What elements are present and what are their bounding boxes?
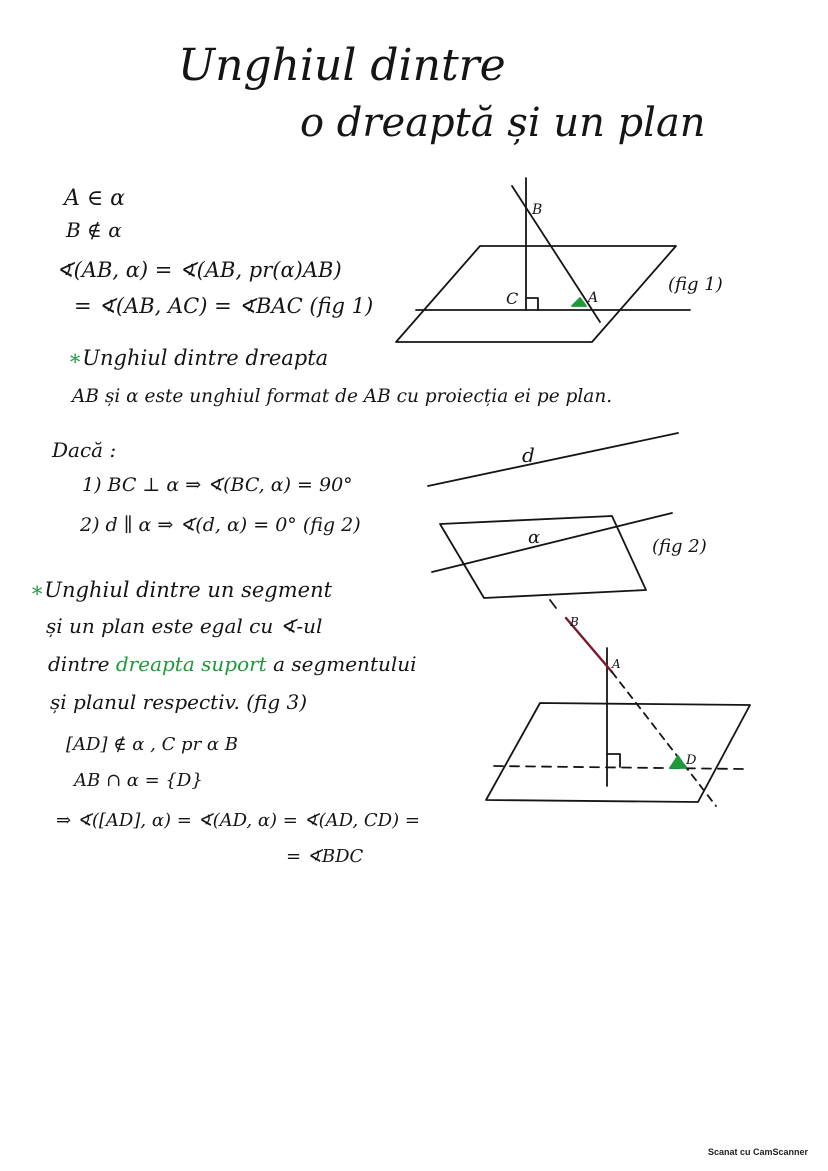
fig3-label-a: A — [612, 657, 621, 671]
title-line-1: Unghiul dintre — [178, 40, 506, 91]
fig3-label-b: B — [570, 615, 579, 629]
star-icon: ∗ — [68, 346, 83, 370]
fig1-angle-mark — [572, 298, 586, 306]
fig1-right-angle-mark — [526, 298, 538, 310]
segment-line-3-b: a segmentului — [266, 652, 417, 676]
segment-line-7: ⇒ ∢([AD], α) = ∢(AD, α) = ∢(AD, CD) = — [56, 810, 420, 831]
scanner-footer: Scanat cu CamScanner — [707, 1147, 808, 1157]
notation-line-4: = ∢(AB, AC) = ∢BAC (fig 1) — [74, 294, 374, 318]
segment-line-1: Unghiul dintre un segment — [44, 578, 333, 602]
fig2-caption: (fig 2) — [652, 536, 707, 557]
fig1-label-a: A — [588, 290, 599, 306]
segment-line-5: [AD] ∉ α , C pr α B — [66, 734, 239, 755]
definition-line-2: AB și α este unghiul format de AB cu proiecția ei pe plan. — [72, 386, 613, 407]
case-1: 1) BC ⊥ α ⇒ ∢(BC, α) = 90° — [82, 474, 353, 496]
fig3-tick — [550, 600, 556, 608]
fig2-line-d — [428, 433, 678, 486]
title-line-2: o dreaptă și un plan — [300, 100, 706, 146]
cases-heading: Dacă : — [52, 438, 117, 462]
case-2: 2) d ∥ α ⇒ ∢(d, α) = 0° (fig 2) — [80, 514, 361, 536]
segment-line-8: = ∢BDC — [286, 846, 364, 867]
notation-line-3: ∢(AB, α) = ∢(AB, pr(α)AB) — [56, 258, 342, 282]
fig1-label-c: C — [506, 289, 519, 308]
segment-line-3-green: dreapta suport — [115, 652, 267, 676]
fig2-plane — [440, 516, 646, 598]
notation-line-1: A ∈ α — [64, 186, 126, 211]
segment-line-4: și planul respectiv. (fig 3) — [50, 690, 308, 714]
fig2-label-alpha: α — [528, 527, 541, 548]
segment-line-2: și un plan este egal cu ∢-ul — [46, 614, 323, 638]
fig3-label-d: D — [686, 753, 697, 768]
fig3-dashed-line — [494, 766, 744, 769]
fig3-dashed-extension — [612, 672, 716, 806]
fig3-angle-mark — [670, 756, 686, 768]
fig2-diagram — [428, 433, 678, 598]
notation-line-2: B ∉ α — [66, 218, 122, 242]
fig3-plane — [486, 703, 750, 802]
fig1-label-b: B — [532, 202, 543, 218]
fig1-caption: (fig 1) — [668, 274, 723, 295]
fig3-right-angle-mark — [607, 754, 620, 767]
fig3-diagram — [486, 600, 750, 806]
fig2-label-d: d — [522, 443, 535, 467]
segment-line-6: AB ∩ α = {D} — [74, 770, 203, 791]
star-icon: ∗ — [30, 578, 45, 602]
fig1-plane — [396, 246, 676, 342]
fig1-diagram — [396, 178, 690, 342]
definition-line-1: Unghiul dintre dreapta — [82, 346, 329, 370]
segment-line-3-a: dintre — [48, 652, 116, 676]
